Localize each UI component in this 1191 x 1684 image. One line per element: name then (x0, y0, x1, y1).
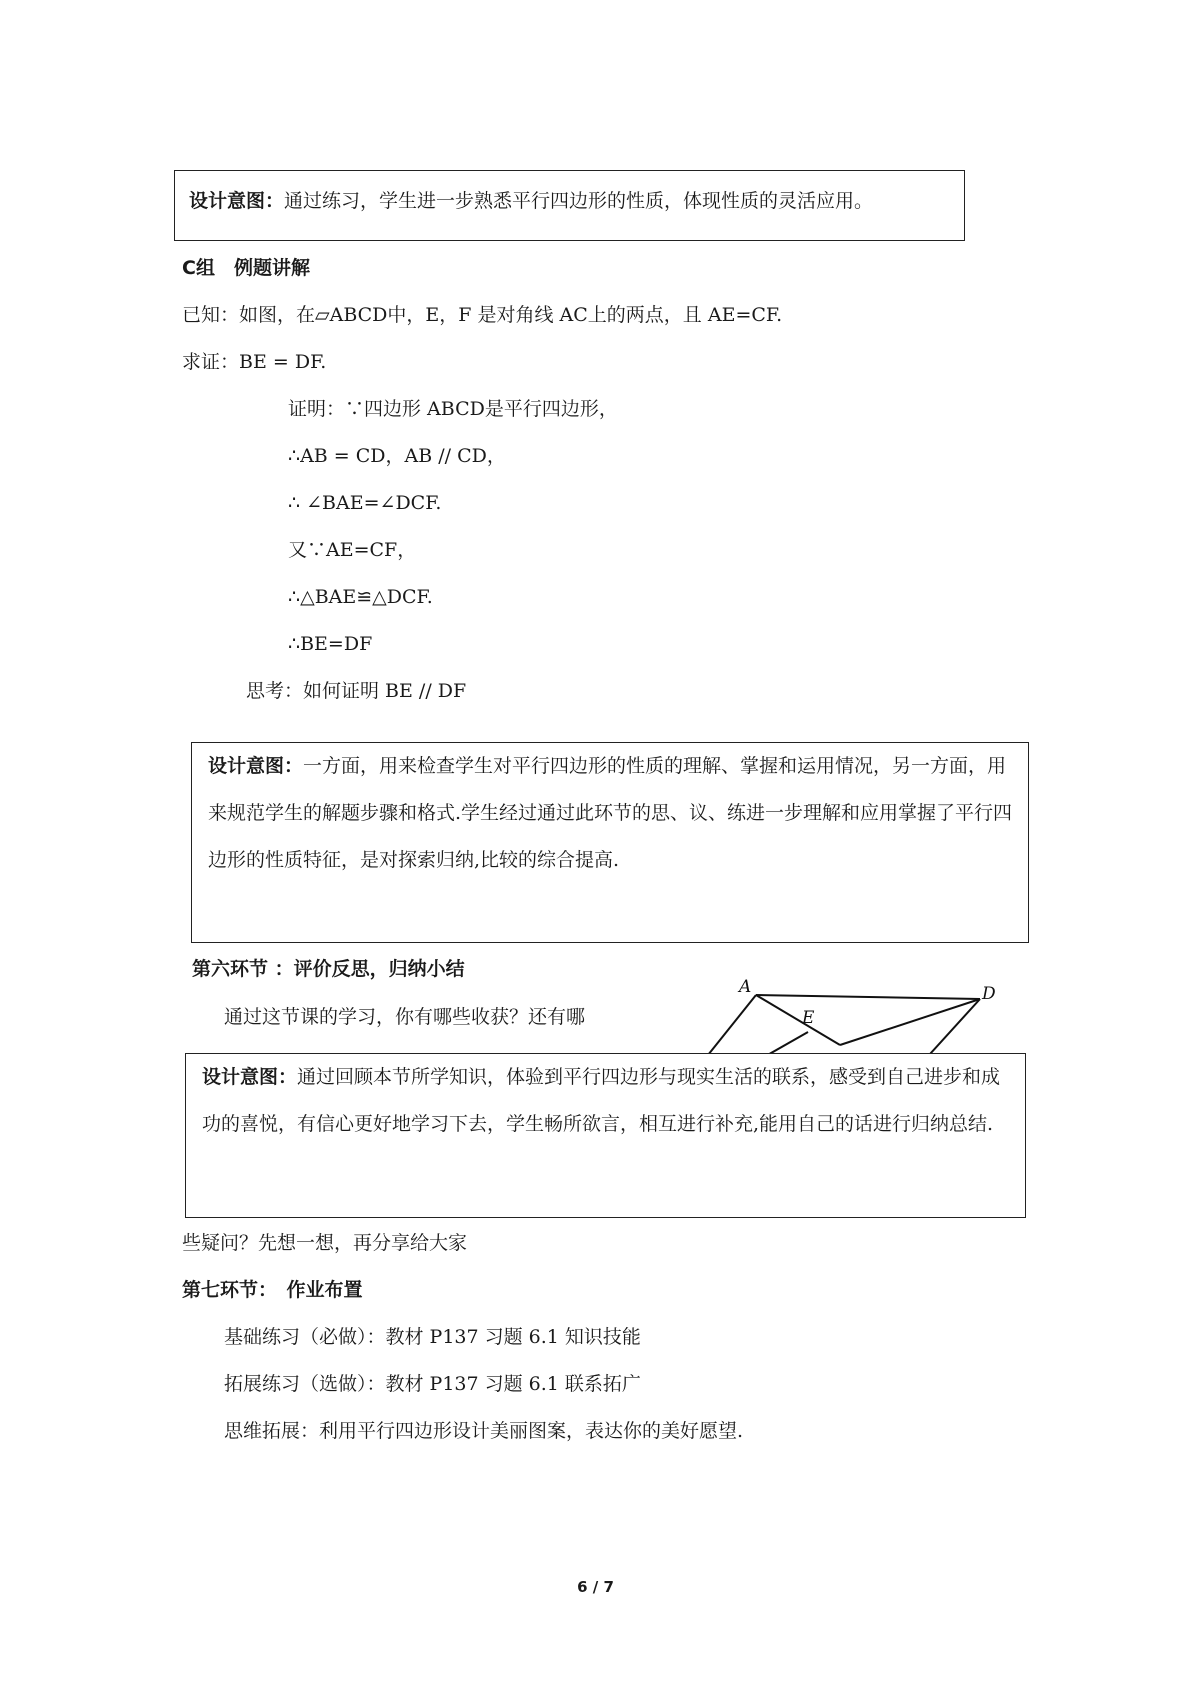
design-intent-text-2 (208, 743, 1014, 884)
design-intent-body: 通过回顾本节所学知识，体验到平行四边形与现实生活的联系，感受到自己进步和成功的喜悦，有信心更好地学习下去，学生畅所欲言，相互进行补充,能用自己的话进行归纳总结. (202, 1066, 1001, 1135)
design-intent-box-1 (174, 170, 965, 241)
label-e: E (802, 1008, 815, 1028)
proof-line-6: ∴BE=DF (288, 633, 373, 655)
label-d: D (982, 984, 996, 1004)
section-6-heading: 第六环节 ：评价反思，归纳小结 (192, 958, 465, 980)
side-ad (756, 995, 980, 999)
design-intent-box-2 (191, 742, 1029, 943)
homework-item-3: 思维拓展：利用平行四边形设计美丽图案，表达你的美好愿望. (224, 1420, 744, 1442)
section-6-line-1: 通过这节课的学习，你有哪些收获？还有哪 (224, 1006, 586, 1028)
proof-line-4: 又∵AE=CF， (288, 539, 417, 561)
label-a: A (739, 977, 752, 997)
parallelogram-figure (690, 975, 1000, 1065)
given-statement: 已知：如图，在▱ABCD中，E，F 是对角线 AC上的两点，且 AE=CF. (182, 304, 783, 326)
design-intent-label: 设计意图： (202, 1066, 298, 1088)
design-intent-box-3 (185, 1053, 1026, 1218)
homework-item-2: 拓展练习（选做）：教材 P137 习题 6.1 联系拓广 (224, 1373, 641, 1395)
section-7-heading: 第七环节： 作业布置 (182, 1279, 363, 1301)
think-question: 思考：如何证明 BE // DF (246, 680, 467, 702)
design-intent-text-3 (202, 1054, 1011, 1148)
page-number: 6 / 7 (577, 1578, 614, 1596)
design-intent-body: 一方面，用来检查学生对平行四边形的性质的理解、掌握和运用情况，另一方面，用来规范学生的解题步骤和格式.学生经过通过此环节的思、议、练进一步理解和应用掌握了平行四边形的性质特征，是对探索归纳,比较的综合提高. (208, 755, 1013, 871)
section-6-line-2: 些疑问？先想一想，再分享给大家 (182, 1232, 468, 1254)
homework-item-1: 基础练习（必做）：教材 P137 习题 6.1 知识技能 (224, 1326, 641, 1348)
proof-line-3: ∴ ∠BAE=∠DCF. (288, 492, 442, 514)
design-intent-body: 通过练习，学生进一步熟悉平行四边形的性质，体现性质的灵活应用。 (284, 190, 874, 212)
section-c-heading: C组 例题讲解 (182, 257, 310, 279)
proof-line-5: ∴△BAE≌△DCF. (288, 586, 433, 608)
proof-line-1: 证明：∵四边形 ABCD是平行四边形， (288, 398, 618, 420)
prove-statement: 求证：BE = DF. (182, 351, 327, 373)
proof-line-2: ∴AB = CD，AB // CD， (288, 445, 506, 467)
design-intent-label: 设计意图： (189, 190, 285, 212)
design-intent-text-1 (189, 189, 873, 213)
design-intent-label: 设计意图： (208, 755, 304, 777)
